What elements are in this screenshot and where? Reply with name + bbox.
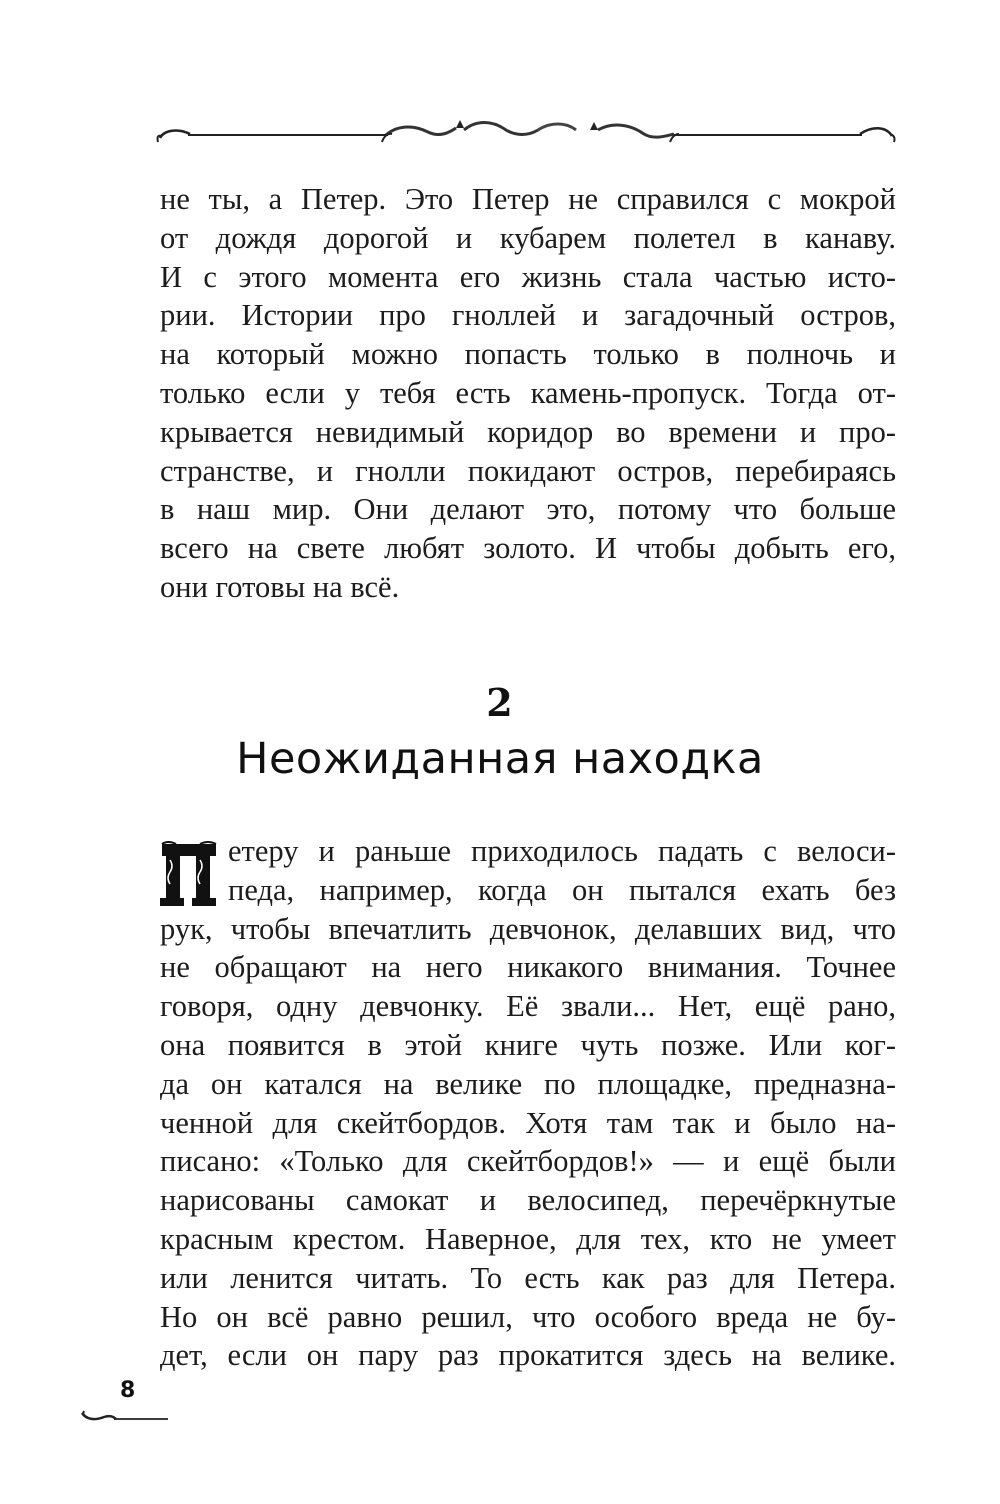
text-line: всего на свете любят золото. И чтобы добыть его, bbox=[160, 531, 896, 566]
text-line: Но он всё равно решил, что особого вреда не бу- bbox=[160, 1299, 896, 1334]
text-line: етеру и раньше приходилось падать с велоси- bbox=[228, 834, 896, 868]
text-line: И с этого момента его жизнь стала частью исто- bbox=[160, 259, 896, 294]
text-line: рук, чтобы впечатлить девчонок, делавших вид, что bbox=[160, 911, 896, 946]
paragraph-2 bbox=[160, 832, 896, 1375]
text-line: в наш мир. Они делают это, потому что больше bbox=[160, 492, 896, 527]
paragraph-1 bbox=[160, 180, 896, 607]
text-line: или ленится читать. То есть как раз для Петера. bbox=[160, 1260, 896, 1295]
text-line: нарисованы самокат и велосипед, перечёркнутые bbox=[160, 1183, 896, 1218]
text-line: да он катался на велике по площадке, предназна- bbox=[160, 1066, 896, 1101]
text-line: они готовы на всё. bbox=[160, 569, 400, 604]
text-line: говоря, одну девчонку. Её звали... Нет, ещё рано, bbox=[160, 989, 896, 1024]
chapter-title: Неожиданная находка bbox=[236, 734, 764, 784]
chapter-number: 2 bbox=[486, 680, 514, 725]
text-line: крывается невидимый коридор во времени и про- bbox=[160, 414, 896, 449]
text-line: дет, если он пару раз прокатится здесь на велике. bbox=[160, 1338, 896, 1373]
text-line: странстве, и гнолли покидают остров, перебираясь bbox=[160, 453, 896, 488]
text-line: не обращают на него никакого внимания. Точнее bbox=[160, 950, 896, 985]
text-line: она появится в этой книге чуть позже. Или ког- bbox=[160, 1027, 896, 1062]
text-line: только если у тебя есть камень-пропуск. Тогда от- bbox=[160, 375, 896, 410]
text-line: не ты, а Петер. Это Петер не справился с мокрой bbox=[160, 182, 896, 216]
top-ornament-icon bbox=[150, 112, 900, 152]
text-line: рии. Истории про гноллей и загадочный остров, bbox=[160, 298, 896, 333]
text-line: педа, например, когда он пытался ехать без bbox=[228, 872, 896, 907]
text-line: красным крестом. Наверное, для тех, кто не умеет bbox=[160, 1221, 896, 1256]
text-line: ченной для скейтбордов. Хотя там так и было на- bbox=[160, 1105, 896, 1140]
text-line: на который можно попасть только в полночь и bbox=[160, 337, 896, 372]
bottom-ornament-icon bbox=[80, 1405, 170, 1425]
text-line: писано: «Только для скейтбордов!» — и ещё были bbox=[160, 1144, 896, 1179]
page-number: 8 bbox=[120, 1378, 136, 1403]
text-line: от дождя дорогой и кубарем полетел в канаву. bbox=[160, 220, 896, 255]
